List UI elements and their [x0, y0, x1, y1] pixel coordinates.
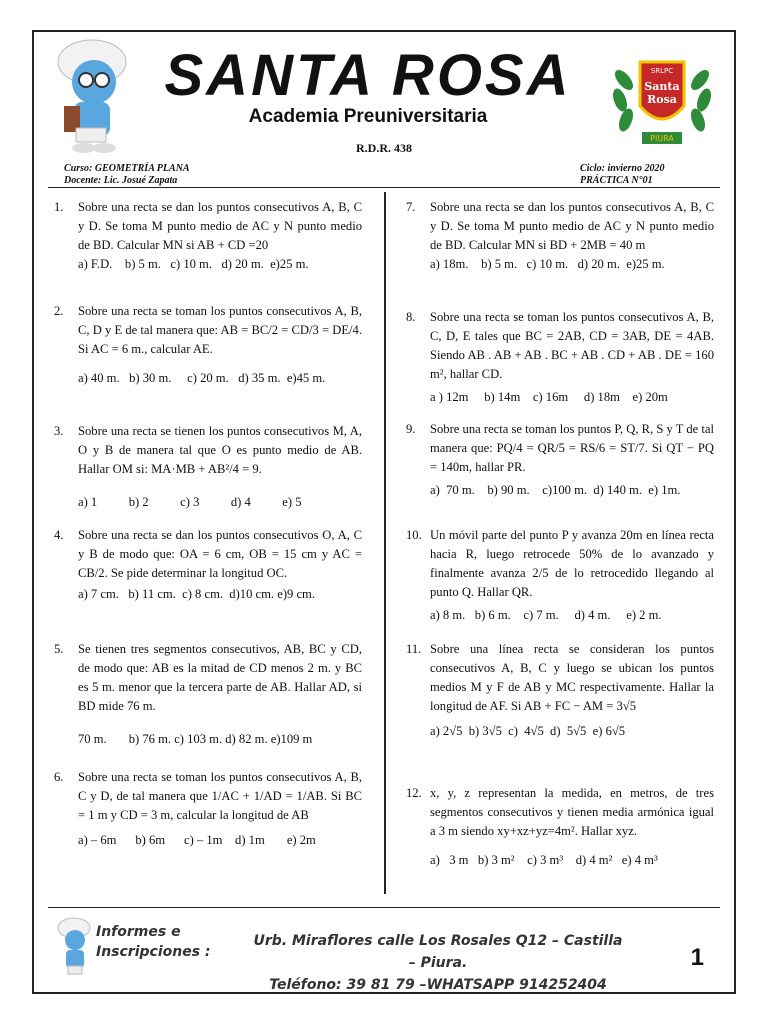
question-options: a) 8 m. b) 6 m. c) 7 m. d) 4 m. e) 2 m. — [430, 608, 662, 622]
teacher-name: Docente: Lic. Josué Zapata — [64, 175, 178, 186]
address: Urb. Miraflores calle Los Rosales Q12 – Castilla – Piura. — [253, 933, 623, 971]
question-options: a) F.D. b) 5 m. c) 10 m. d) 20 m. e)25 m. — [78, 257, 309, 271]
question-text: Sobre una línea recta se consideran los puntos consecutivos A, B, C y luego se ubican los puntos medios M y F de AB y MC respectivamente. Hallar la longitud de AF. Si AB + FC − AM = 3√5 — [430, 642, 714, 713]
question-number: 8. — [406, 310, 416, 324]
info-line1: Informes e — [96, 924, 181, 940]
question-number: 10. — [406, 528, 422, 542]
question-text: Se tienen tres segmentos consecutivos, AB, BC y CD, de modo que: AB es la mitad de CD menos 2 m. y BC es 5 m. menor que la tercera parte de AB. Hallar AD, si BD mide 76 m. — [78, 642, 362, 713]
question-number: 12. — [406, 786, 422, 800]
academy-subtitle: Academia Preuniversitaria — [248, 106, 488, 127]
question-text: Sobre una recta se dan los puntos consecutivos A, B, C y D. Se toma M punto medio de AC y N punto medio de BD. Calcular MN si AB + CD =20 — [78, 200, 362, 252]
question-number: 11. — [406, 642, 422, 656]
question-11 — [406, 640, 714, 741]
question-text: Sobre una recta se toman los puntos consecutivos A, B, C, D, E tales que BC = 2AB, CD = 3AB, DE = 4AB. Siendo AB . AB + AB . BC + AB . CD + AB . DE = 160 m², hallar CD. — [430, 310, 714, 381]
page-number: 1 — [690, 944, 704, 971]
question-text: Sobre una recta se dan los puntos consecutivos O, A, C y B de modo que: OA = 6 cm, OB = 15 cm y AC = CB/2. Se pide determinar la longitud OC. — [78, 528, 362, 580]
question-5 — [54, 640, 362, 749]
question-text: Sobre una recta se toman los puntos P, Q, R, S y T de tal manera que: PQ/4 = QR/5 = RS/6 = ST/7. Si QT − PQ = 140m, hallar PR. — [430, 422, 714, 474]
question-10 — [406, 526, 714, 625]
question-options: a) – 6m b) 6m c) – 1m d) 1m e) 2m — [78, 833, 316, 847]
brand — [148, 43, 588, 128]
info-line2: Inscripciones : — [96, 944, 211, 960]
question-options: a) 18m. b) 5 m. c) 10 m. d) 20 m. e)25 m. — [430, 257, 665, 271]
question-number: 1. — [54, 200, 64, 214]
smurf-footer-icon — [54, 916, 96, 978]
question-number: 4. — [54, 528, 64, 542]
course-info — [64, 163, 190, 187]
question-options: a) 70 m. b) 90 m. c)100 m. d) 140 m. e) 1m. — [430, 483, 681, 497]
academy-title: SANTA ROSA — [164, 43, 572, 108]
question-options: a) 40 m. b) 30 m. c) 20 m. d) 35 m. e)45 m. — [78, 371, 326, 385]
footer — [48, 912, 720, 993]
cycle-info — [580, 163, 664, 187]
question-4 — [54, 526, 362, 604]
question-8 — [406, 308, 714, 407]
question-6 — [54, 768, 362, 850]
academy-seal-logo — [606, 40, 718, 152]
question-options: a) 1 b) 2 c) 3 d) 4 e) 5 — [78, 495, 302, 509]
contact-info — [248, 930, 628, 996]
question-number: 2. — [54, 304, 64, 318]
question-1 — [54, 198, 362, 274]
header-divider — [48, 187, 720, 188]
question-text: Sobre una recta se dan los puntos consecutivos A, B, C y D. Se toma M punto medio de AC y N punto medio de BD. Calcular MN si BD + 2MB = 40 m — [430, 200, 714, 252]
seal-bottom-text: PIURA — [650, 134, 674, 143]
seal-text-line2: Rosa — [647, 93, 677, 106]
rdr-code: R.D.R. 438 — [356, 141, 412, 155]
smurf-mascot-icon — [44, 36, 140, 154]
question-text: Un móvil parte del punto P y avanza 20m en línea recta hacia R, luego retrocede 50% de lo avanzado y finalmente avanza 2/5 de lo retrocedido llegando al punto Q. Hallar QR. — [430, 528, 714, 599]
question-text: Sobre una recta se toman los puntos consecutivos A, B, C y D, de tal manera que 1/AC + 1/AD = 1/AB. Si BC = 1 m y CD = 3 m, calcular la longitud de AB — [78, 770, 362, 822]
question-options: a) 3 m b) 3 m² c) 3 m³ d) 4 m² e) 4 m³ — [430, 853, 658, 867]
practice-number: PRÁCTICA N°01 — [580, 175, 653, 186]
question-options: a) 7 cm. b) 11 cm. c) 8 cm. d)10 cm. e)9 cm. — [78, 587, 315, 601]
column-divider — [384, 192, 386, 894]
question-number: 6. — [54, 770, 64, 784]
question-7 — [406, 198, 714, 274]
question-2 — [54, 302, 362, 388]
question-number: 5. — [54, 642, 64, 656]
question-options: 70 m. b) 76 m. c) 103 m. d) 82 m. e)109 m — [78, 732, 313, 746]
question-text: x, y, z representan la medida, en metros, de tres segmentos consecutivos y tienen media armónica igual a 3 m siendo xy+xz+yz=4m². Hallar xyz. — [430, 786, 714, 838]
registration-info — [96, 922, 211, 962]
cycle-name: Ciclo: invierno 2020 — [580, 163, 665, 174]
phone: Teléfono: 39 81 79 –WHATSAPP 914252404 — [269, 977, 607, 993]
question-options: a) 2√5 b) 3√5 c) 4√5 d) 5√5 e) 6√5 — [430, 724, 626, 738]
seal-top-text: SRLPC — [650, 67, 674, 75]
question-12 — [406, 784, 714, 870]
question-text: Sobre una recta se tienen los puntos consecutivos M, A, O y B de manera tal que O es punto medio de AB. Hallar OM si: MA·MB + AB²/4 = 9. — [78, 424, 362, 476]
question-number: 7. — [406, 200, 416, 214]
question-9 — [406, 420, 714, 500]
question-text: Sobre una recta se toman los puntos consecutivos A, B, C, D y E de tal manera que: AB = BC/2 = CD/3 = DE/4. Si AC = 6 m., calcular AE. — [78, 304, 362, 356]
course-name: Curso: GEOMETRÍA PLANA — [64, 163, 190, 174]
question-options: a ) 12m b) 14m c) 16m d) 18m e) 20m — [430, 390, 668, 404]
question-number: 9. — [406, 422, 416, 436]
question-3 — [54, 422, 362, 512]
footer-divider — [48, 907, 720, 908]
seal-text-line1: Santa — [644, 80, 680, 93]
question-number: 3. — [54, 424, 64, 438]
